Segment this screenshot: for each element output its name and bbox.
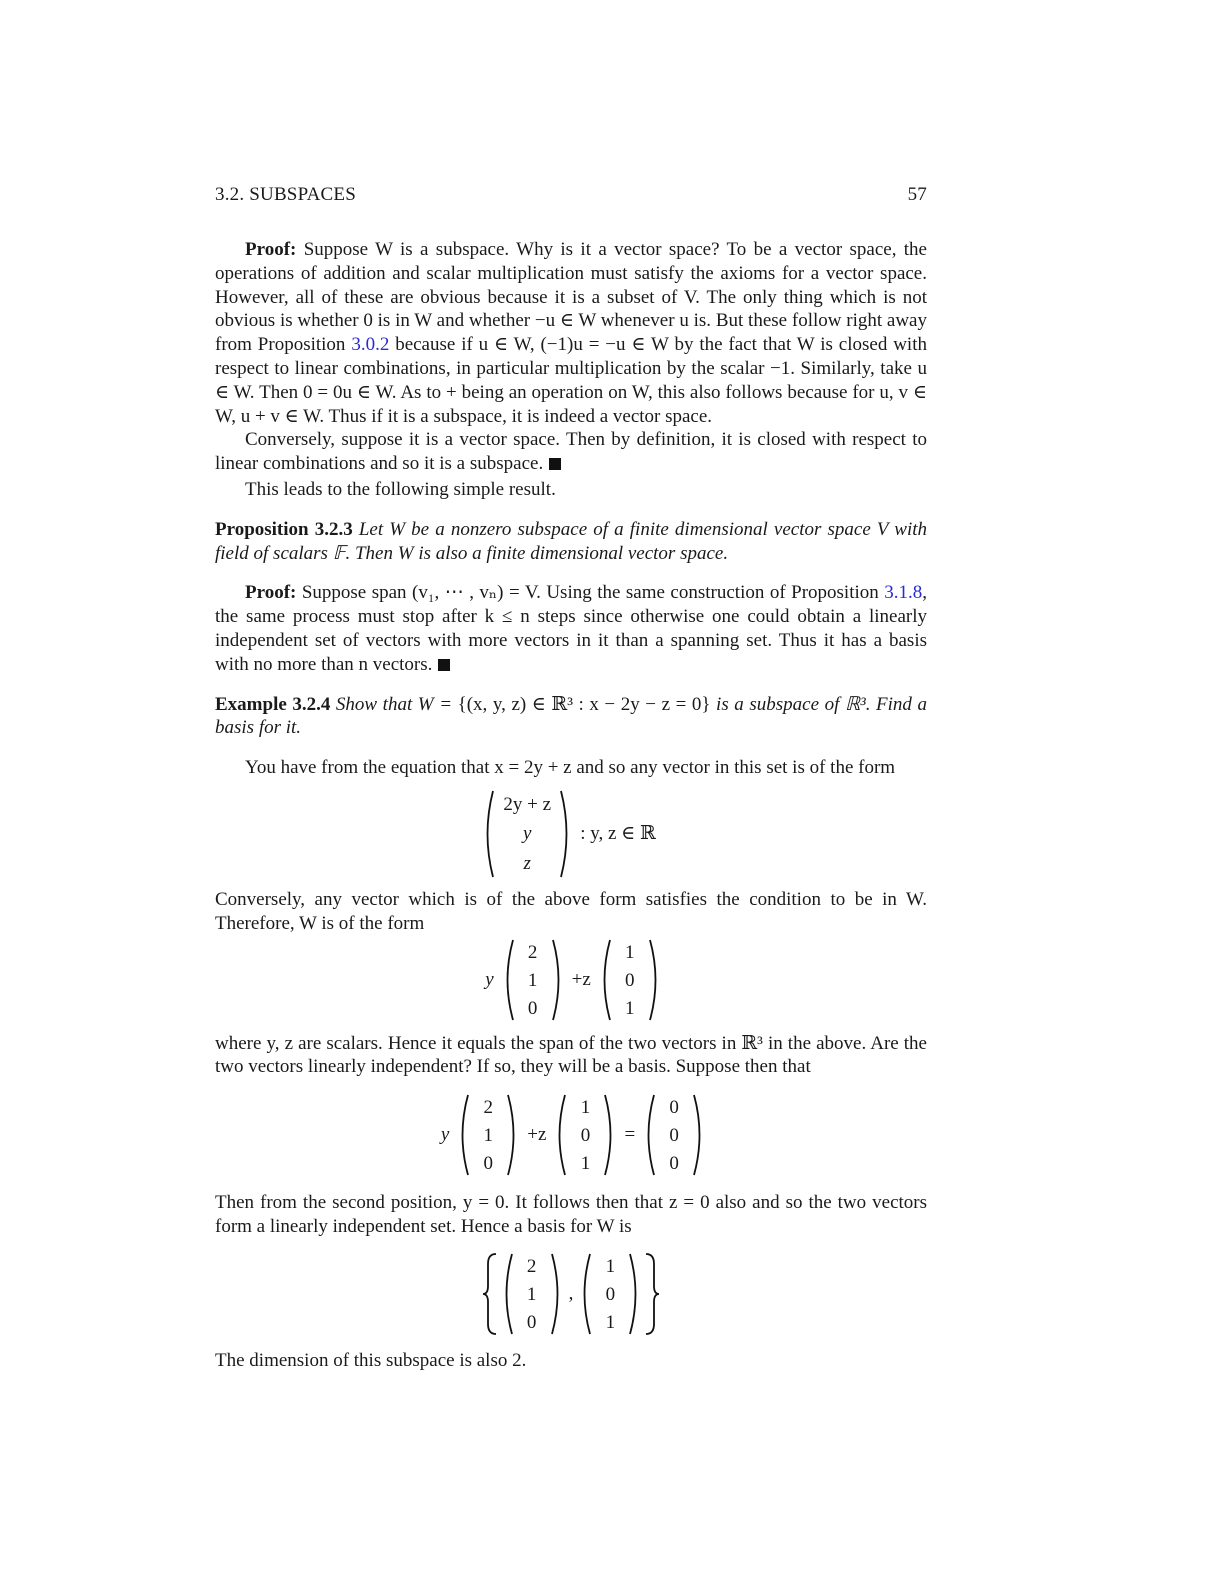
proof-label: Proof: — [245, 239, 297, 260]
right-paren — [550, 939, 566, 1021]
left-paren — [500, 939, 516, 1021]
zero-entry: 0 — [669, 1125, 679, 1147]
vector-form-column — [496, 790, 558, 878]
running-head — [215, 184, 927, 206]
v2-entry: 1 — [580, 1097, 591, 1119]
example-set: {(x, y, z) ∈ ℝ³ : x − 2y − z = 0} — [457, 693, 711, 715]
basis-v1-column — [515, 1253, 549, 1335]
example-text-1: Show that W = — [330, 693, 458, 715]
plus-z: +z — [527, 1124, 547, 1146]
v1-entry: 2 — [527, 941, 538, 963]
v2-entry: 0 — [625, 969, 635, 991]
left-brace — [481, 1252, 499, 1336]
example-label: Example 3.2.4 — [215, 693, 331, 715]
vector-form-matrix — [480, 790, 574, 878]
v1-entry: 1 — [483, 1125, 494, 1147]
left-paren — [577, 1253, 593, 1335]
qed-mark-2 — [438, 659, 450, 671]
converse-form-paragraph: Conversely, any vector which is of the above form satisfies the condition to be in W. Therefore, W is of the form — [215, 888, 927, 934]
equals-sign: = — [624, 1124, 636, 1146]
left-paren — [597, 939, 613, 1021]
vector-v2 — [552, 1094, 618, 1176]
v1-entry: 2 — [526, 1255, 537, 1277]
right-paren — [647, 939, 663, 1021]
right-paren — [627, 1253, 643, 1335]
v1-entry: 1 — [526, 1283, 537, 1305]
dimension-paragraph: The dimension of this subspace is also 2. — [215, 1349, 527, 1371]
independence-display — [215, 1093, 927, 1177]
v2-entry: 0 — [580, 1125, 591, 1147]
vector-v1 — [455, 1094, 521, 1176]
v2-entry: 1 — [625, 997, 635, 1019]
zero-entry: 0 — [669, 1097, 679, 1119]
where-paragraph: where y, z are scalars. Hence it equals the span of the two vectors in ℝ³ in the above. Are the two vectors linearly independent? If so, they will be a basis. Suppose then that — [215, 1032, 927, 1078]
v1-column — [471, 1094, 505, 1176]
vector-entry: y — [522, 823, 532, 845]
proof-paragraph-1 — [215, 238, 927, 428]
basis-display — [215, 1251, 927, 1337]
converse-paragraph — [215, 428, 927, 476]
v1-column — [516, 939, 550, 1021]
zero-column — [657, 1094, 691, 1176]
span-form-display — [215, 938, 927, 1022]
v2-column — [613, 939, 647, 1021]
basis-v2-column — [593, 1253, 627, 1335]
example — [215, 693, 927, 741]
v1-entry: 0 — [483, 1153, 494, 1175]
coef-y: y — [485, 968, 494, 990]
vector-condition: : y, z ∈ ℝ — [580, 823, 656, 845]
v2-entry: 0 — [605, 1283, 616, 1305]
left-paren — [552, 1094, 568, 1176]
proposition-link-2[interactable]: 3.1.8 — [884, 582, 923, 604]
left-paren — [480, 790, 496, 878]
v1-entry: 2 — [483, 1097, 494, 1119]
qed-mark — [549, 458, 561, 470]
right-paren — [602, 1094, 618, 1176]
vector-form-display — [215, 788, 927, 880]
basis-vector-2 — [577, 1253, 643, 1335]
left-paren — [641, 1094, 657, 1176]
page-number: 57 — [907, 184, 927, 205]
vector-entry: 2y + z — [503, 794, 552, 816]
then-paragraph: Then from the second position, y = 0. It follows then that z = 0 also and so the two vectors form a linearly independent set. Hence a basis for W is — [215, 1192, 927, 1237]
basis-comma: , — [568, 1282, 574, 1304]
proof-paragraph-2 — [215, 581, 927, 676]
v2-entry: 1 — [605, 1311, 616, 1333]
proof-text-1: Suppose W is a subspace. Why is it a vector space? To be a vector space, the operations of addition and scalar multiplication must satisfy the axioms for a vector space. However, all of these are obvious because it is a subset of V. The only thing which is not obvious is whether 0 is in W and whether −u ∈ W whenever u is. But these follow right away from Proposition — [215, 239, 927, 356]
zero-entry: 0 — [669, 1153, 679, 1175]
proposition — [215, 518, 927, 566]
left-paren — [455, 1094, 471, 1176]
zero-vector — [641, 1094, 707, 1176]
vector-entry: z — [523, 852, 531, 874]
converse-text: Conversely, suppose it is a vector space. Then by definition, it is closed with respect to linear combinations and so it is a subspace. — [215, 429, 927, 475]
leads-paragraph: This leads to the following simple result. — [245, 478, 556, 500]
coef-y: y — [440, 1124, 450, 1146]
right-paren — [691, 1094, 707, 1176]
proof2-text-1: Suppose span (v₁, ⋯ , vₙ) = V. Using the same construction of Proposition — [296, 582, 885, 604]
plus-z: +z — [571, 968, 591, 990]
proposition-link[interactable]: 3.0.2 — [351, 334, 390, 356]
v1-entry: 1 — [527, 969, 538, 991]
solution-intro: You have from the equation that x = 2y + z and so any vector in this set is of the form — [245, 757, 896, 779]
right-paren — [558, 790, 574, 878]
proposition-text: Let W be a nonzero subspace of a finite dimensional vector space V with field of scalars 𝔽. Then W is also a finite dimensional vector space. — [215, 518, 928, 564]
v2-entry: 1 — [625, 941, 635, 963]
proof-text-2: because if u ∈ W, (−1)u = −u ∈ W by the fact that W is closed with respect to linear combinations, in particular multiplication by the scalar −1. Similarly, take u ∈ W. Then 0 = 0u ∈ W. As to + being an operation on W, this also follows because for u, v ∈ W, u + v ∈ W. Thus if it is a subspace, it is indeed a vector space. — [215, 334, 927, 427]
vector-v2 — [597, 939, 663, 1021]
proof-label-2: Proof: — [245, 582, 297, 604]
v2-column — [568, 1094, 602, 1176]
section-title: 3.2. SUBSPACES — [215, 184, 356, 205]
left-paren — [499, 1253, 515, 1335]
example-text-2: is a subspace of ℝ³. Find a basis for it. — [215, 693, 927, 739]
proof2-text-2: , the same process must stop after k ≤ n steps since otherwise one could obtain a linearly independent set of vectors with more vectors in it than a spanning set. Thus it has a basis with no more than n vectors. — [215, 582, 927, 675]
proposition-label: Proposition 3.2.3 — [215, 518, 353, 540]
right-brace — [643, 1252, 661, 1336]
right-paren — [505, 1094, 521, 1176]
v2-entry: 1 — [580, 1153, 591, 1175]
basis-vector-1 — [499, 1253, 565, 1335]
right-paren — [549, 1253, 565, 1335]
page-body — [215, 238, 927, 1373]
v1-entry: 0 — [527, 997, 538, 1019]
v2-entry: 1 — [605, 1255, 616, 1277]
v1-entry: 0 — [526, 1311, 537, 1333]
vector-v1 — [500, 939, 566, 1021]
